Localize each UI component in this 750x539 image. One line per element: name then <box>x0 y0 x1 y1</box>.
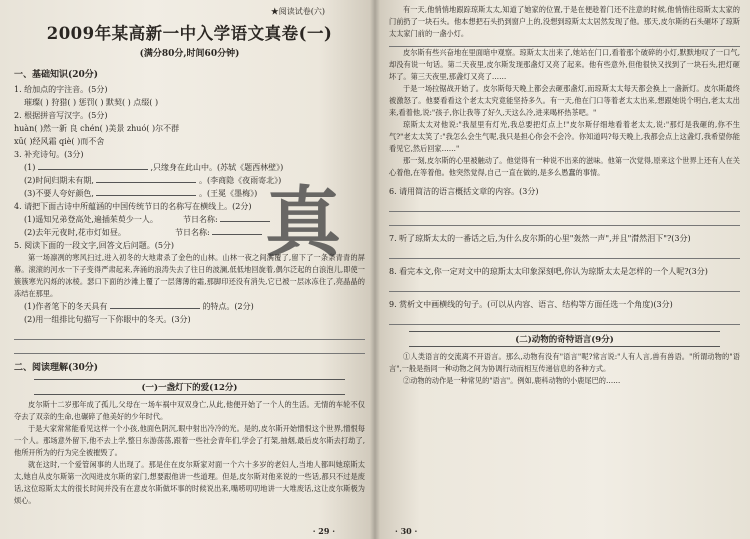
section-basic: 一、基础知识(20分) <box>14 70 99 80</box>
answer-line[interactable] <box>389 313 740 325</box>
q5a-blank[interactable] <box>110 308 200 309</box>
answer-line[interactable] <box>14 342 365 354</box>
story2-paragraph-2: ②动物的动作是一种常见的"语言"。例如,鹿科动物的小鹿尾巴的…… <box>403 376 621 385</box>
question-4: 4. 请把下面古诗中所蕴涵的中国传统节日的名称写在横线上。(2分) <box>14 202 252 211</box>
right-paragraph-3: 于是一场拉锯战开始了。皮尔斯每天晚上都会去砸那盏灯,而琼斯太太每天都会换上一盏新灯。皮尔斯最终被激怒了。他要看看这个老太太究竟能坚持多久。有一天,他在门口等着老太太出来,想跟她说个明白,老太太出来,看着他,说:"孩子,你让我等了好久,天这么冷,进来喝杯热茶吧。" <box>389 84 740 117</box>
right-paragraph-1: 有一天,他悄悄地跟踪琼斯太太,知道了她家的位置,于是在便趁着门还不注意的时候,他悄悄往琼斯太太家的门前扔了一块石头。他本想把石头扔到窗户上的,没想到琼斯太太居然发现了他。那天,皮尔斯的石头砸坏了琼斯太太家门前的一盏小灯。 <box>389 5 740 38</box>
q3b-label: (2)时间归期未有期, <box>24 176 94 185</box>
right-paragraph-2: 皮尔斯有些兴奋地在里面暗中观察。琼斯太太出来了,她站在门口,看着那个破碎的小灯,默默地叹了一口气,却没有说一句话。第二天夜里,皮尔斯发现那盏灯又亮了起来。他有些意外,但他很快又找到了一块石头,把灯砸坏了。第三天夜里,那盏灯又亮了…… <box>389 48 740 81</box>
answer-line[interactable] <box>389 280 740 292</box>
series-tag: ★阅读试卷(六) <box>270 7 325 16</box>
q3b-blank[interactable] <box>96 182 196 183</box>
section-reading: 二、阅读理解(30分) <box>14 363 99 373</box>
question-1: 1. 给加点的字注音。(5分) <box>14 85 108 94</box>
q3b-tail: 。(李商隐《夜雨寄北》) <box>198 176 282 185</box>
book-gutter <box>370 0 380 539</box>
q3c-blank[interactable] <box>96 195 196 196</box>
question-7: 7. 听了琼斯太太的一番话之后,为什么皮尔斯的心里"轰然一声",并且"潸然泪下"?(3分) <box>389 234 691 243</box>
exam-info: (满分80分,时间60分钟) <box>139 49 240 59</box>
q4a-label: 节日名称: <box>182 215 218 224</box>
answer-line[interactable] <box>389 214 740 226</box>
question-6: 6. 请用简洁的语言概括文章的内容。(3分) <box>389 187 539 196</box>
answer-line[interactable] <box>389 247 740 259</box>
answer-line[interactable] <box>14 328 365 340</box>
q3a-tail: ,只缘身在此山中。(苏轼《题西林壁》) <box>150 163 284 172</box>
page-number-right: · 30 · <box>395 526 418 536</box>
q4b-blank[interactable] <box>212 234 262 235</box>
story-paragraph-1: 皮尔斯十二岁那年成了孤儿,父母在一场车祸中双双身亡,从此,他便开始了一个人的生活。无情的车轮不仅夺去了双亲的生命,也碾碎了他美好的少年时代。 <box>14 400 365 421</box>
right-paragraph-5: 那一刻,皮尔斯的心里被触动了。他觉得有一种说不出来的滋味。他第一次觉得,原来这个世界上还有人在关心着他,在等着他。他突然觉得,自己一直在做的,是多么愚蠢的事情。 <box>389 156 740 177</box>
q4b-text: (2)去年元夜时,花市灯如昼。 <box>24 228 126 237</box>
q4a-text: (1)遥知兄弟登高处,遍插茱萸少一人。 <box>24 215 158 224</box>
story2-paragraph-1: ①人类语言的交流离不开语言。那么,动物有没有"语言"呢?常言说:"人有人言,兽有兽语。"所谓动物的"语言",一般是指同一种动物之间为协调行动而相互传递信息的各种方式。 <box>389 352 740 373</box>
question-2-row-2: xū( )经风霜 qiè( )而不舍 <box>14 137 105 146</box>
q5a-text: (1)作者笔下的冬天具有 <box>24 302 108 311</box>
watermark-stamp: 真 <box>265 178 341 267</box>
page-number-left: · 29 · <box>312 526 335 536</box>
q3a-label: (1) <box>24 163 36 172</box>
question-5-passage: 第一场凛冽的寒风扫过,进入初冬的大地肃杀了金色的山林。山林一夜之间满覆了,留下了一条条青青的屏幕。滚滚的河水一下子变得严肃起来,奔涌的浪涛失去了往日的波澜,低低地回旋着,偶尔泛起的白浪泡儿,即使一簇簇寒光闪烁的冰棱。瑟口下面的沙滩上覆了一层薄薄的霜,那脚印还没有消失,它已被一层冰冻住了,亮晶晶的冻结在那里。 <box>14 253 365 298</box>
question-3-a <box>14 161 365 174</box>
q4b-label: 节日名称: <box>174 228 210 237</box>
story-paragraph-2: 于是大家常常能看见这样一个小孩,他面色阴沉,眼中射出冷冷的光。是的,皮尔斯开始憎恨这个世界,憎恨每一个人。那场意外留下,他不去上学,整日东游荡荡,跟着一些社会青年们,学会了打架,抽烟,最后皮尔斯去打劫了,他所开所为的行为完全被摧毁了。 <box>14 424 365 457</box>
right-paragraph-4: 琼斯太太对他说:"我屋里有灯光,我总要把灯点上!"皮尔斯仔细地看着老太太,说:"那灯是我砸的,你不生气?"老太太笑了:"我怎么会生气呢,我只是担心你会不会冷。你知道吗?每天晚上,我都会点上这盏灯,我希望你能看见它,然后回家……" <box>389 120 740 153</box>
page-title: 2009年某高新一中入学语文真卷(一) <box>46 24 333 43</box>
q3c-tail: 。(王冕《墨梅》) <box>198 189 258 198</box>
q3c-label: (3)不要人夸好颜色, <box>24 189 94 198</box>
question-2: 2. 根据拼音写汉字。(5分) <box>14 111 108 120</box>
question-9: 9. 赏析文中画横线的句子。(可以从内容、语言、结构等方面任选一个角度)(3分) <box>389 300 673 309</box>
question-5: 5. 阅读下面的一段文字,回答文后问题。(5分) <box>14 241 175 250</box>
question-3: 3. 补充诗句。(3分) <box>14 150 84 159</box>
question-8: 8. 看完本文,你一定对文中的琼斯太太印象深刻吧,你认为琼斯太太是怎样的一个人呢?(3分) <box>389 267 708 276</box>
story2-title: (二)动物的奇特语言(9分) <box>409 331 720 347</box>
question-2-row-1: huàn( )然一新 良 chén( )美景 zhuó( )尔不群 <box>14 124 180 133</box>
story-title: (一)一盏灯下的爱(12分) <box>34 379 345 395</box>
answer-line[interactable] <box>389 200 740 212</box>
right-page <box>375 0 750 539</box>
question-5-b: (2)用一组排比句描写一下你眼中的冬天。(3分) <box>24 315 191 324</box>
question-1-items: 璀璨( ) 狩猎( ) 惩罚( ) 默契( ) 点缀( ) <box>24 98 159 107</box>
q5a-tail: 的特点。(2分) <box>202 302 254 311</box>
q3a-blank[interactable] <box>38 169 148 170</box>
question-5-a <box>14 300 365 313</box>
story-paragraph-3: 就在这时,一个爱管闲事的人出现了。那是住在皮尔斯家对面一个六十多岁的老妇人,当地人都叫她琼斯太太,她自从皮尔斯第一次闯进皮尔斯的家门,想要跟他讲一些道理。但是,皮尔斯对他来说的一些话,都只不过是废话,这位琼斯太太的很长时间并没有在意皮尔斯做坏事的时候说出来,嘴唠叨叨地讲一大堆废话,这让皮尔斯极为烦心。 <box>14 460 365 505</box>
